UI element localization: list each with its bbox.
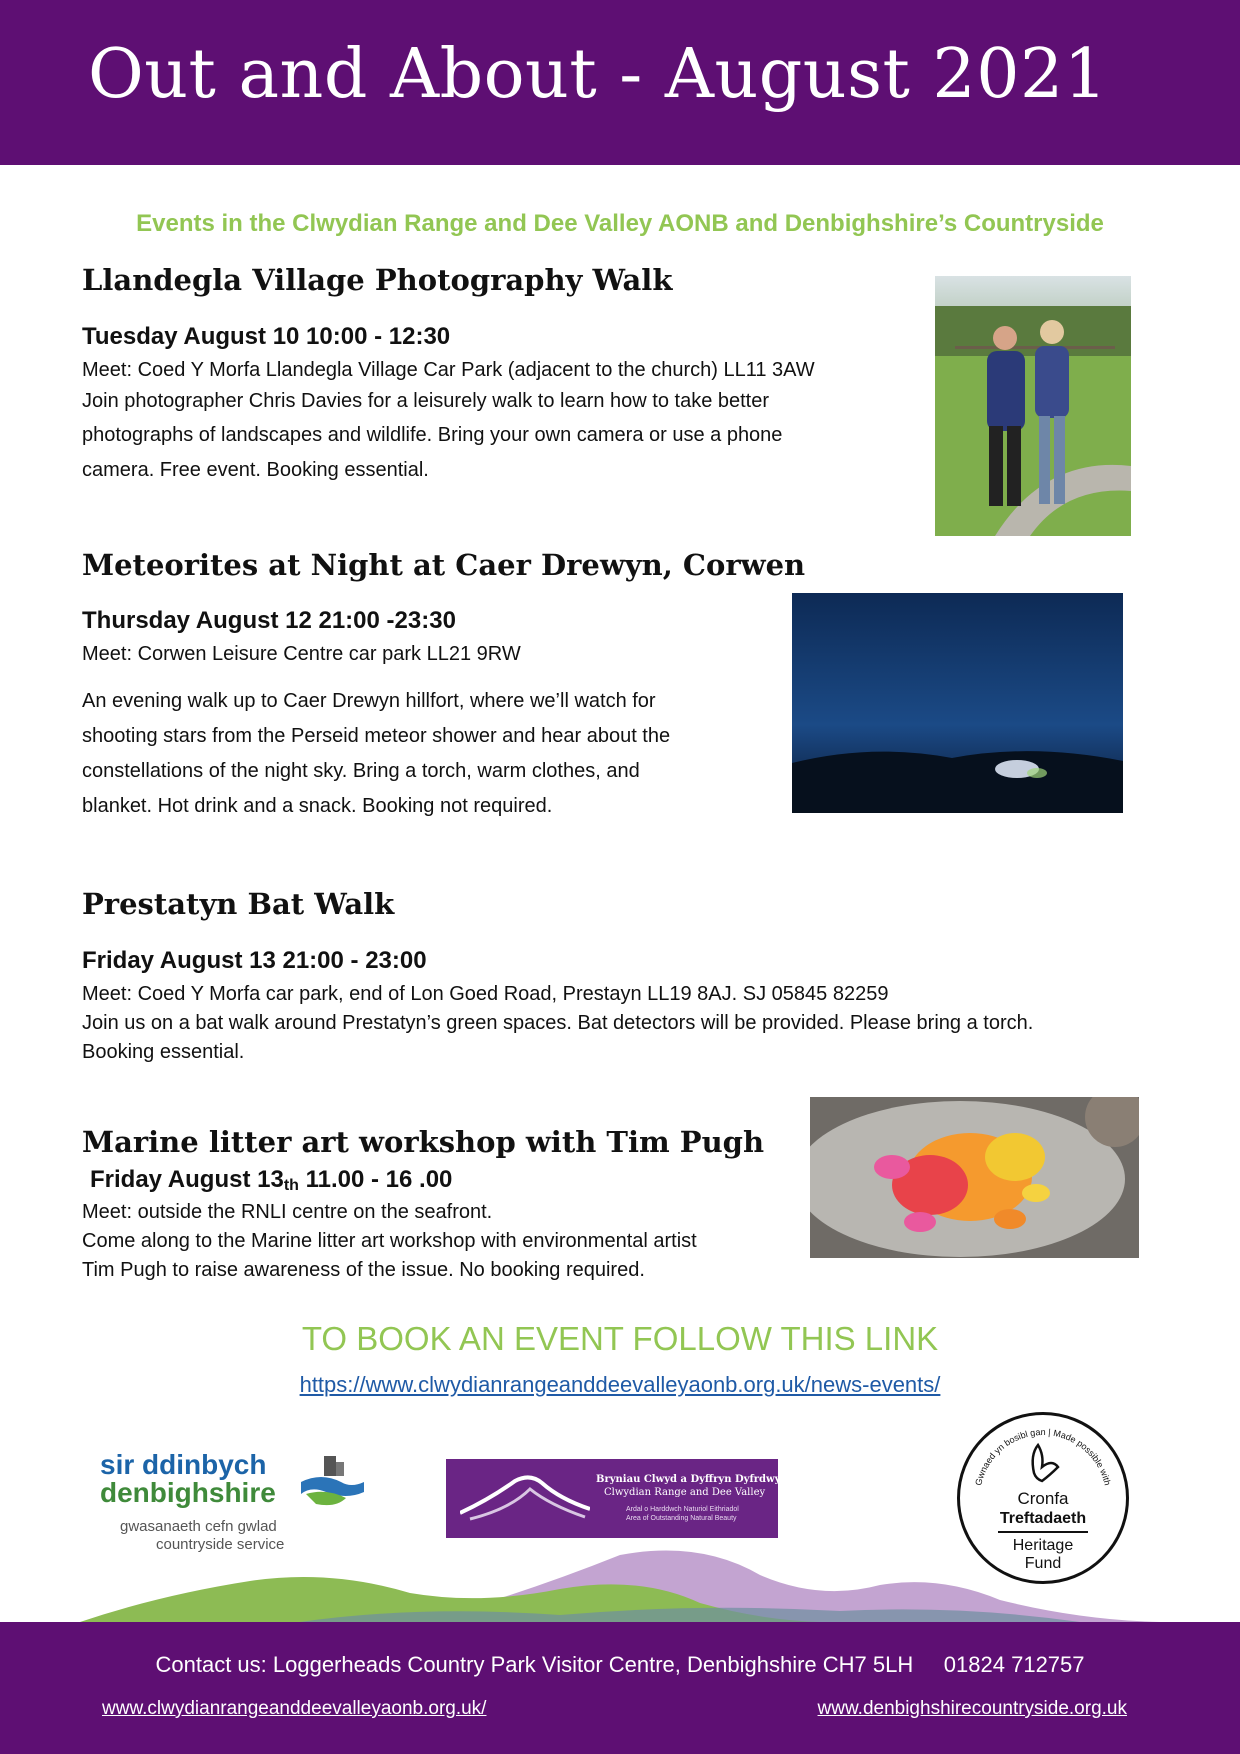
denbighshire-logo-service-english: countryside service <box>156 1536 285 1553</box>
event-date-time: 11.00 - 16 .00 <box>298 1166 453 1193</box>
heritage-fund-welsh-1: Cronfa <box>1017 1489 1069 1508</box>
heritage-fund-ring-text: Gwnaed yn bosibl gan | Made possible with <box>973 1426 1113 1487</box>
event-meet: Meet: Coed Y Morfa Llandegla Village Car Park (adjacent to the church) LL11 3AW <box>82 359 815 381</box>
event-meet: Meet: Corwen Leisure Centre car park LL21 9RW <box>82 643 521 665</box>
crossed-fingers-icon <box>1033 1445 1058 1481</box>
event-title-bat-walk: Prestatyn Bat Walk <box>82 887 395 921</box>
event-meet: Meet: outside the RNLI centre on the seafront. <box>82 1201 493 1223</box>
event-date-day: Friday August 13 <box>90 1166 284 1193</box>
event-description-marine-litter <box>82 1198 697 1285</box>
event-title-marine-litter: Marine litter art workshop with Tim Pugh <box>82 1125 765 1159</box>
event-line: Come along to the Marine litter art workshop with environmental artist <box>82 1230 697 1252</box>
event-line: camera. Free event. Booking essential. <box>82 459 429 481</box>
footer-banner <box>0 1622 1240 1754</box>
event-line: shooting stars from the Perseid meteor shower and hear about the <box>82 725 671 747</box>
marine-litter-image <box>810 1097 1139 1258</box>
event-line: Tim Pugh to raise awareness of the issue. No booking required. <box>82 1259 645 1281</box>
heritage-fund-divider <box>998 1531 1088 1533</box>
event-description-meteorites <box>82 640 521 669</box>
heritage-fund-english-2: Fund <box>1024 1555 1062 1572</box>
footer-link-denbighshire[interactable]: www.denbighshirecountryside.org.uk <box>817 1698 1127 1719</box>
night-sky-photo <box>792 593 1123 813</box>
heritage-fund-english-1: Heritage <box>1012 1537 1074 1554</box>
denbighshire-logo-service-welsh: gwasanaeth cefn gwlad <box>120 1518 277 1535</box>
aonb-logo-designation-welsh: Ardal o Harddwch Naturiol Eithriadol <box>626 1506 739 1513</box>
event-body-meteorites <box>82 684 670 824</box>
denbighshire-logo <box>100 1450 370 1555</box>
footer-link-aonb[interactable]: www.clwydianrangeanddeevalleyaonb.org.uk/ <box>102 1698 487 1719</box>
event-line: Join us on a bat walk around Prestatyn’s green spaces. Bat detectors will be provided. Please bring a torch. <box>82 1012 1034 1034</box>
hills-decoration <box>0 1545 1240 1625</box>
event-line: constellations of the night sky. Bring a torch, warm clothes, and <box>82 760 640 782</box>
footer-contact: Contact us: Loggerheads Country Park Visitor Centre, Denbighshire CH7 5LH 01824 712757 <box>155 1652 1085 1677</box>
castle-wave-icon <box>296 1452 366 1512</box>
event-line: Booking essential. <box>82 1041 245 1063</box>
aonb-logo <box>446 1459 781 1538</box>
heritage-fund-welsh-2: Treftadaeth <box>999 1510 1087 1527</box>
event-line: blanket. Hot drink and a snack. Booking not required. <box>82 795 553 817</box>
event-description-photography-walk <box>82 356 815 488</box>
marine-litter-photo <box>810 1097 1139 1258</box>
page-title: Out and About - August 2021 <box>88 35 1108 114</box>
event-date-meteorites: Thursday August 12 21:00 -23:30 <box>82 607 456 634</box>
event-date-photography-walk: Tuesday August 10 10:00 - 12:30 <box>82 323 451 350</box>
aonb-logo-welsh: Bryniau Clwyd a Dyffryn Dyfrdwy <box>596 1474 781 1485</box>
photography-walk-photo <box>935 276 1131 536</box>
night-sky-image <box>792 593 1123 813</box>
aonb-logo-designation-english: Area of Outstanding Natural Beauty <box>626 1515 737 1522</box>
event-date-suffix: th <box>283 1177 299 1194</box>
photography-walk-image <box>935 276 1131 536</box>
aonb-logo-english: Clwydian Range and Dee Valley <box>604 1487 766 1498</box>
event-title-photography-walk: Llandegla Village Photography Walk <box>82 263 673 297</box>
event-date-marine-litter <box>90 1165 452 1201</box>
event-line: An evening walk up to Caer Drewyn hillfort, where we’ll watch for <box>82 690 656 712</box>
denbighshire-logo-welsh: sir ddinbych <box>100 1449 267 1480</box>
page-subtitle: Events in the Clwydian Range and Dee Valley AONB and Denbighshire’s Countryside <box>136 210 1104 237</box>
event-line: Join photographer Chris Davies for a leisurely walk to learn how to take better <box>82 390 770 412</box>
event-date-bat-walk: Friday August 13 21:00 - 23:00 <box>82 947 427 974</box>
mountain-icon <box>460 1469 590 1529</box>
denbighshire-logo-english: denbighshire <box>100 1477 276 1508</box>
event-title-meteorites: Meteorites at Night at Caer Drewyn, Corwen <box>82 548 806 582</box>
event-meet: Meet: Coed Y Morfa car park, end of Lon Goed Road, Prestayn LL19 8AJ. SJ 05845 82259 <box>82 983 889 1005</box>
event-line: photographs of landscapes and wildlife. Bring your own camera or use a phone <box>82 424 783 446</box>
booking-heading: TO BOOK AN EVENT FOLLOW THIS LINK <box>301 1320 939 1357</box>
event-description-bat-walk <box>82 980 1033 1067</box>
booking-link[interactable]: https://www.clwydianrangeanddeevalleyaonb.org.uk/news-events/ <box>299 1372 941 1397</box>
